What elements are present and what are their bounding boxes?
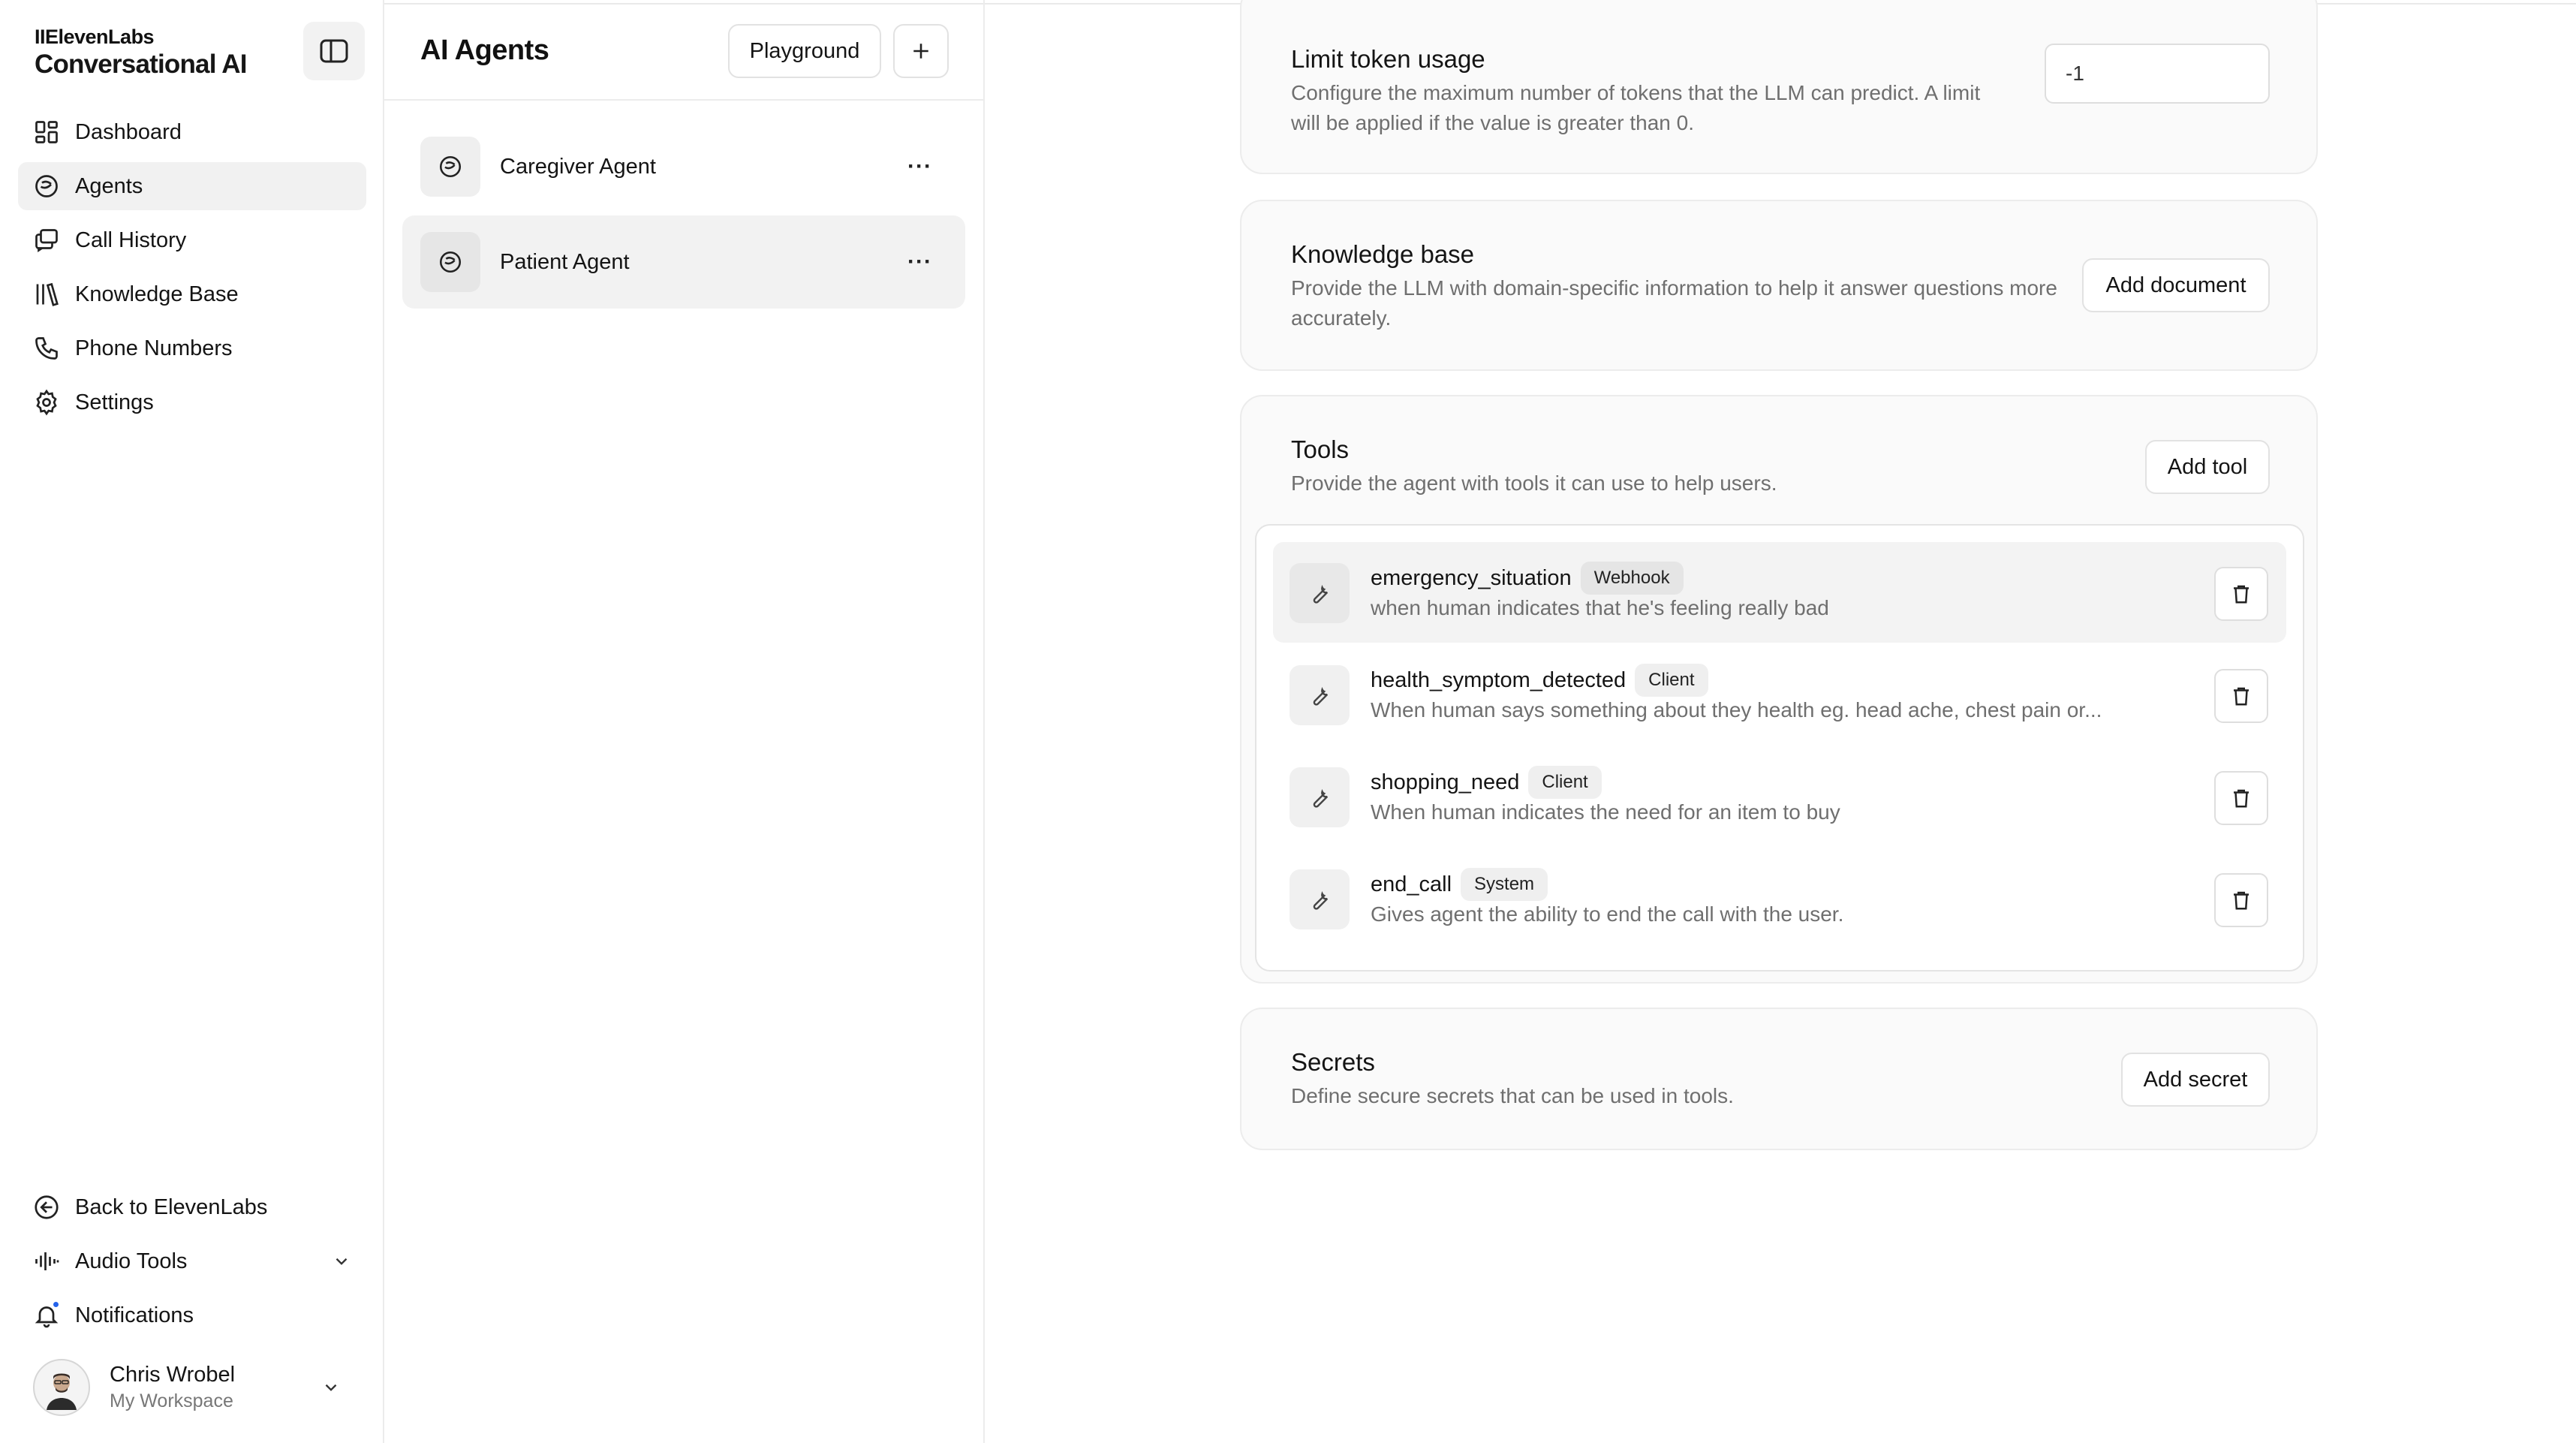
agent-avatar: [420, 232, 480, 292]
sidebar-item-label: Settings: [75, 390, 154, 414]
wrench-icon: [1290, 767, 1350, 827]
sidebar-item-phone-numbers[interactable]: [18, 324, 366, 372]
sidebar-item-call-history[interactable]: [18, 216, 366, 264]
playground-button[interactable]: Playground: [728, 24, 881, 78]
agent-avatar: [420, 137, 480, 197]
delete-tool-button[interactable]: [2214, 567, 2268, 621]
tool-type-badge: Client: [1528, 766, 1601, 799]
sidebar-item-knowledge-base[interactable]: [18, 270, 366, 318]
dashboard-icon: [33, 119, 60, 146]
secrets-card: [1240, 1008, 2318, 1150]
section-description: Configure the maximum number of tokens that the LLM can predict. A limit will be applied if the value is greater than 0.: [1291, 81, 1981, 134]
user-name: Chris Wrobel: [110, 1363, 236, 1387]
tool-type-badge: System: [1461, 868, 1548, 901]
notifications-button[interactable]: [18, 1291, 366, 1339]
user-menu[interactable]: [33, 1356, 356, 1419]
add-document-button[interactable]: Add document: [2082, 258, 2270, 312]
section-description: Define secure secrets that can be used in tools.: [1291, 1084, 1734, 1107]
delete-tool-button[interactable]: [2214, 771, 2268, 825]
sidebar-item-agents[interactable]: [18, 162, 366, 210]
tools-card: [1240, 395, 2318, 984]
trash-icon: [2230, 889, 2252, 911]
agent-list-item[interactable]: [402, 215, 965, 309]
tool-description: when human indicates that he's feeling really bad: [1371, 596, 1829, 619]
brand-logo: IIElevenLabs: [35, 26, 155, 48]
tools-list: [1255, 524, 2304, 972]
trash-icon: [2230, 583, 2252, 605]
main-nav: [18, 108, 366, 432]
section-title: Tools: [1291, 435, 1350, 463]
sidebar-panel-icon: [320, 39, 348, 63]
secondary-nav: [18, 1183, 366, 1345]
gear-icon: [33, 389, 60, 416]
tool-description: When human indicates the need for an item to buy: [1371, 800, 1840, 824]
tool-name: health_symptom_detected: [1371, 667, 1627, 692]
notification-indicator: [33, 1302, 60, 1329]
agents-header: [384, 0, 983, 101]
sidebar-item-label: Back to ElevenLabs: [75, 1194, 268, 1219]
wrench-icon: [1290, 563, 1350, 623]
unread-dot: [52, 1300, 60, 1309]
tool-item-shopping-need[interactable]: [1273, 746, 2286, 847]
delete-tool-button[interactable]: [2214, 873, 2268, 927]
agents-icon: [33, 173, 60, 200]
trash-icon: [2230, 787, 2252, 809]
sidebar-toggle-button[interactable]: [303, 22, 365, 80]
sidebar-item-label: Notifications: [75, 1303, 194, 1327]
tool-name-row: [1371, 766, 1602, 799]
sidebar-item-settings[interactable]: [18, 378, 366, 426]
phone-icon: [33, 335, 60, 362]
tool-name: shopping_need: [1371, 770, 1520, 794]
tool-item-health-symptom-detected[interactable]: [1273, 644, 2286, 745]
section-title: Limit token usage: [1291, 45, 1485, 73]
agents-panel: [384, 0, 985, 1443]
section-description: Provide the agent with tools it can use to help users.: [1291, 471, 1777, 495]
avatar: [33, 1359, 90, 1416]
agent-list-item[interactable]: [402, 120, 965, 213]
sidebar-item-label: Call History: [75, 227, 187, 252]
sidebar-item-label: Knowledge Base: [75, 282, 239, 306]
workspace-name: My Workspace: [110, 1390, 233, 1411]
page-title: AI Agents: [420, 35, 549, 66]
trash-icon: [2230, 685, 2252, 707]
tool-item-end-call[interactable]: [1273, 848, 2286, 949]
section-description: Provide the LLM with domain-specific information to help it answer questions more accurately.: [1291, 276, 2057, 330]
agents-icon: [438, 154, 463, 179]
delete-tool-button[interactable]: [2214, 669, 2268, 723]
tool-description: When human says something about they health eg. head ache, chest pain or...: [1371, 698, 2102, 722]
tool-name: end_call: [1371, 872, 1452, 896]
more-options-button[interactable]: ···: [907, 154, 932, 179]
section-title: Knowledge base: [1291, 240, 1475, 268]
audio-waveform-icon: [33, 1248, 60, 1275]
wrench-icon: [1290, 869, 1350, 929]
add-secret-button[interactable]: Add secret: [2121, 1053, 2270, 1107]
sidebar: [0, 0, 384, 1443]
chevron-down-icon: [332, 1252, 351, 1271]
sidebar-item-label: Dashboard: [75, 119, 182, 144]
agents-icon: [438, 249, 463, 275]
tool-type-badge: Webhook: [1581, 562, 1684, 595]
tool-description: Gives agent the ability to end the call with the user.: [1371, 902, 1844, 926]
tool-name-row: [1371, 562, 1684, 595]
token-limit-input[interactable]: -1: [2045, 44, 2270, 104]
tool-name-row: [1371, 664, 1708, 697]
audio-tools-menu[interactable]: [18, 1237, 366, 1285]
user-info: [110, 1363, 235, 1412]
tool-name: emergency_situation: [1371, 565, 1572, 590]
agent-name: Caregiver Agent: [500, 154, 656, 179]
wrench-icon: [1290, 665, 1350, 725]
add-agent-button[interactable]: [893, 24, 949, 78]
chevron-down-icon: [321, 1378, 341, 1397]
sidebar-item-label: Phone Numbers: [75, 336, 233, 360]
tool-type-badge: Client: [1635, 664, 1708, 697]
add-tool-button[interactable]: Add tool: [2145, 440, 2270, 494]
token-limit-card: [1240, 0, 2318, 174]
books-icon: [33, 281, 60, 308]
tool-name-row: [1371, 868, 1548, 901]
agent-name: Patient Agent: [500, 249, 630, 274]
more-options-button[interactable]: ···: [907, 249, 932, 274]
product-title: Conversational AI: [35, 50, 247, 79]
sidebar-item-label: Agents: [75, 173, 143, 198]
user-photo-icon: [39, 1365, 84, 1410]
back-to-elevenlabs-link[interactable]: [18, 1183, 366, 1231]
plus-icon: [911, 41, 931, 61]
call-history-icon: [33, 227, 60, 254]
section-title: Secrets: [1291, 1048, 1375, 1076]
knowledge-base-card: [1240, 200, 2318, 371]
sidebar-item-dashboard[interactable]: [18, 108, 366, 156]
arrow-left-circle-icon: [33, 1194, 60, 1221]
tool-item-emergency-situation[interactable]: [1273, 542, 2286, 643]
sidebar-item-label: Audio Tools: [75, 1249, 188, 1273]
